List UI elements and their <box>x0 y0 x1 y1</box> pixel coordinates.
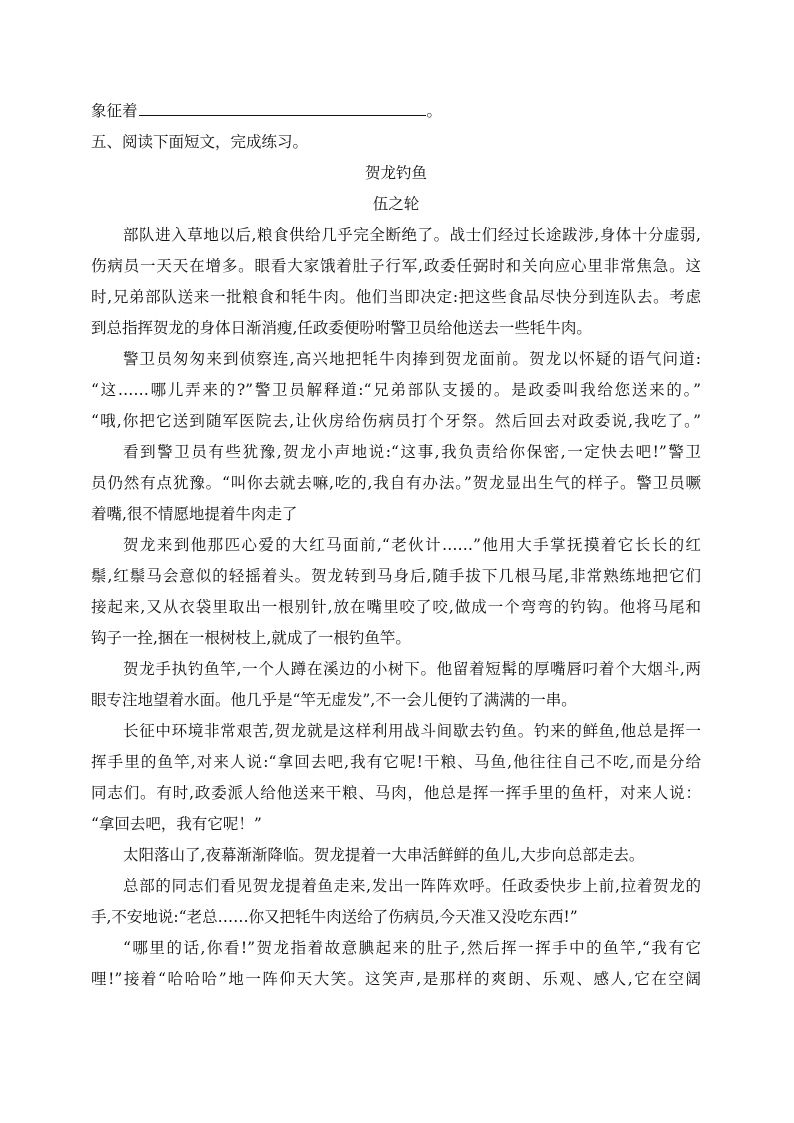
paragraph-line: 警卫员匆匆来到侦察连,高兴地把牦牛肉捧到贺龙面前。贺龙以怀疑的语气问道: <box>123 350 701 368</box>
paragraph-line: 员仍然有点犹豫。“叫你去就去嘛,吃的,我自有办法。”贺龙显出生气的样子。警卫员噘 <box>91 474 701 492</box>
paragraph-line: “拿回去吧，我有它呢！” <box>91 815 262 833</box>
story-author: 伍之轮 <box>372 195 420 213</box>
paragraph-line: “哪里的话,你看!”贺龙指着故意腆起来的肚子,然后挥一挥手中的鱼竿,“我有它 <box>123 939 701 957</box>
paragraph-line: 总部的同志们看见贺龙提着鱼走来,发出一阵阵欢呼。任政委快步上前,拉着贺龙的 <box>123 877 701 895</box>
fill-blank-prompt: 象征着 <box>91 102 138 120</box>
paragraph-line: 钩子一拴,捆在一根树枝上,就成了一根钓鱼竿。 <box>91 629 411 647</box>
answer-blank[interactable] <box>139 101 426 116</box>
paragraph-line: 时,兄弟部队送来一批粮食和牦牛肉。他们当即决定:把这些食品尽快分到连队去。考虑 <box>91 288 701 306</box>
paragraph-line: 长征中环境非常艰苦,贺龙就是这样利用战斗间歇去钓鱼。钓来的鲜鱼,他总是挥一 <box>123 722 701 740</box>
paragraph-line: 挥手里的鱼竿,对来人说:“拿回去吧,我有它呢!干粮、马鱼,他往往自己不吃,而是分给 <box>91 753 701 771</box>
paragraph-line: “哦,你把它送到随军医院去,让伙房给伤病员打个牙祭。然后回去对政委说,我吃了。” <box>91 412 701 430</box>
paragraph-line: 手,不安地说:“老总……你又把牦牛肉送给了伤病员,今天准又没吃东西!” <box>91 908 578 926</box>
section-heading: 五、阅读下面短文，完成练习。 <box>91 133 309 151</box>
paragraph-line: 眼专注地望着水面。他几乎是“竿无虚发”,不一会儿便钓了满满的一串。 <box>91 691 577 709</box>
fill-blank-line <box>91 101 701 121</box>
paragraph-line: 到总指挥贺龙的身体日渐消瘦,任政委便吩咐警卫员给他送去一些牦牛肉。 <box>91 319 592 337</box>
paragraph-line: 太阳落山了,夜幕渐渐降临。贺龙提着一大串活鲜鲜的鱼儿,大步向总部走去。 <box>123 846 645 864</box>
paragraph-line: 同志们。有时,政委派人给他送来干粮、马肉，他总是挥一挥手里的鱼杆，对来人说： <box>91 784 701 802</box>
paragraph-line: 贺龙手执钓鱼竿,一个人蹲在溪边的小树下。他留着短髯的厚嘴唇叼着个大烟斗,两 <box>123 660 701 678</box>
story-title: 贺龙钓鱼 <box>364 164 427 182</box>
paragraph-line: 接起来,又从衣袋里取出一根别针,放在嘴里咬了咬,做成一个弯弯的钓钩。他将马尾和 <box>91 598 701 616</box>
paragraph-line: 着嘴,很不情愿地提着牛肉走了 <box>91 505 298 523</box>
paragraph-line: 看到警卫员有些犹豫,贺龙小声地说:“这事,我负责给你保密,一定快去吧!”警卫 <box>123 443 701 461</box>
fill-blank-end: 。 <box>426 102 443 120</box>
paragraph-line: 鬃,红鬃马会意似的轻摇着头。贺龙转到马身后,随手拔下几根马尾,非常熟练地把它们 <box>91 567 701 585</box>
paragraph-line: “这……哪儿弄来的?”警卫员解释道:“兄弟部队支援的。是政委叫我给您送来的。” <box>91 381 701 399</box>
paragraph-line: 哩!”接着“哈哈哈”地一阵仰天大笑。这笑声,是那样的爽朗、乐观、感人,它在空阔 <box>91 970 701 988</box>
paragraph-line: 伤病员一天天在增多。眼看大家饿着肚子行军,政委任弼时和关向应心里非常焦急。这 <box>91 257 701 275</box>
paragraph-line: 部队进入草地以后,粮食供给几乎完全断绝了。战士们经过长途跋涉,身体十分虚弱, <box>123 226 701 244</box>
paragraph-line: 贺龙来到他那匹心爱的大红马面前,“老伙计……”他用大手掌抚摸着它长长的红 <box>123 536 701 554</box>
